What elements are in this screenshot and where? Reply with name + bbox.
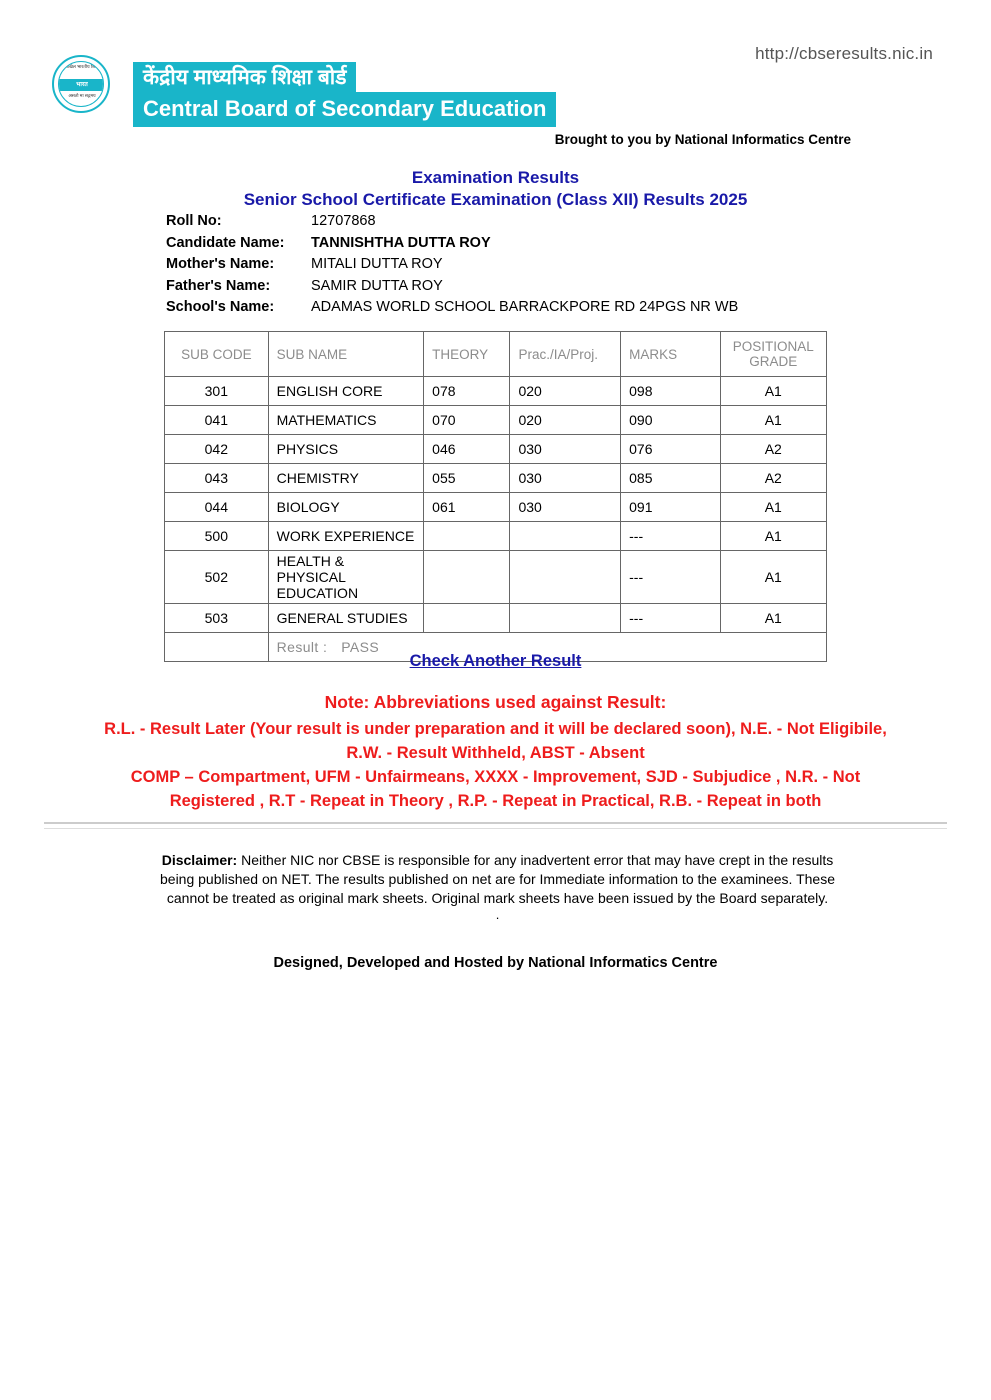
abbreviations-note: [0, 690, 991, 813]
table-row: [165, 493, 827, 522]
note-heading: Note: Abbreviations used against Result:: [324, 692, 667, 712]
board-name-hindi: केंद्रीय माध्यमिक शिक्षा बोर्ड: [133, 62, 356, 95]
cell-theory: [424, 522, 510, 551]
column-header-practical: Prac./IA/Proj.: [510, 332, 621, 377]
cell-theory: 070: [424, 406, 510, 435]
disclaimer-text: Neither NIC nor CBSE is responsible for any inadvertent error that may have crept in the results being published on NET. The results published on net are for Immediate information to the examinees. These cannot be treated as original mark sheets. Original mark sheets have been issued by the Board separately.: [160, 852, 835, 906]
cell-practical: 030: [510, 493, 621, 522]
cell-practical: 020: [510, 406, 621, 435]
disclaimer-label: Disclaimer:: [161, 852, 238, 868]
column-header-sub-name: SUB NAME: [268, 332, 424, 377]
cell-sub-name: WORK EXPERIENCE: [268, 522, 424, 551]
cell-sub-code: 044: [165, 493, 269, 522]
cell-marks: 085: [621, 464, 720, 493]
footer-credit: Designed, Developed and Hosted by National Informatics Centre: [273, 955, 718, 971]
cell-grade: A1: [720, 551, 827, 604]
cell-theory: [424, 604, 510, 633]
page-title: Examination Results: [411, 168, 580, 187]
table-row: [165, 464, 827, 493]
marks-table-body: [165, 377, 827, 662]
cell-marks: ---: [621, 522, 720, 551]
cell-practical: 020: [510, 377, 621, 406]
detail-row-mother-name: [166, 256, 738, 278]
cell-practical: [510, 522, 621, 551]
cell-marks: ---: [621, 551, 720, 604]
cell-sub-code: 041: [165, 406, 269, 435]
grade-header-line1: POSITIONAL: [732, 339, 814, 354]
detail-label: Roll No:: [166, 213, 222, 229]
cell-theory: 061: [424, 493, 510, 522]
cell-sub-name: HEALTH & PHYSICAL EDUCATION: [268, 551, 424, 604]
result-value: PASS: [341, 639, 380, 655]
logo-bottom-text: असतो मा सद्गमय: [68, 93, 96, 98]
detail-label: Father's Name:: [166, 277, 271, 294]
cell-practical: [510, 551, 621, 604]
detail-value-candidate-name: TANNISHTHA DUTTA ROY: [311, 234, 491, 251]
note-line-3: COMP – Compartment, UFM - Unfairmeans, XXXX - Improvement, SJD - Subjudice , N.R. - Not: [130, 768, 861, 786]
cell-sub-code: 042: [165, 435, 269, 464]
cell-grade: A1: [720, 604, 827, 633]
logo-inner-ring: [58, 61, 104, 107]
cell-theory: 078: [424, 377, 510, 406]
cell-practical: 030: [510, 435, 621, 464]
cell-sub-code: 043: [165, 464, 269, 493]
cell-theory: 046: [424, 435, 510, 464]
grade-header-line2: GRADE: [749, 354, 798, 369]
brought-by-text: Brought to you by National Informatics Centre: [554, 132, 851, 147]
result-label: Result :: [276, 639, 328, 655]
cell-marks: 091: [621, 493, 720, 522]
cell-marks: 076: [621, 435, 720, 464]
cell-sub-name: CHEMISTRY: [268, 464, 424, 493]
table-row: [165, 435, 827, 464]
candidate-details: [166, 213, 738, 321]
table-row: [165, 522, 827, 551]
section-divider: [44, 822, 947, 824]
table-row: [165, 551, 827, 604]
table-header-row: [165, 332, 827, 377]
cell-grade: A1: [720, 522, 827, 551]
detail-row-candidate-name: [166, 235, 738, 257]
section-divider-secondary: [44, 828, 947, 829]
table-row: [165, 604, 827, 633]
cell-grade: A1: [720, 493, 827, 522]
table-row: [165, 377, 827, 406]
cell-marks: 098: [621, 377, 720, 406]
detail-value-roll-no: 12707868: [311, 213, 376, 229]
detail-row-father-name: [166, 278, 738, 300]
marks-table: [164, 331, 827, 662]
cell-practical: [510, 604, 621, 633]
column-header-positional-grade: [720, 332, 827, 377]
cell-grade: A2: [720, 435, 827, 464]
detail-label: Candidate Name:: [166, 234, 285, 251]
cell-sub-code: 503: [165, 604, 269, 633]
disclaimer-dot: .: [495, 907, 500, 922]
cell-grade: A2: [720, 464, 827, 493]
cell-sub-code: 500: [165, 522, 269, 551]
detail-label: Mother's Name:: [166, 256, 275, 272]
cell-sub-name: GENERAL STUDIES: [268, 604, 424, 633]
column-header-sub-code: SUB CODE: [165, 332, 269, 377]
cell-sub-name: BIOLOGY: [268, 493, 424, 522]
cell-theory: 055: [424, 464, 510, 493]
cell-sub-code: 502: [165, 551, 269, 604]
cell-marks: ---: [621, 604, 720, 633]
note-line-2: R.W. - Result Withheld, ABST - Absent: [346, 744, 645, 762]
detail-value-mother-name: MITALI DUTTA ROY: [311, 256, 443, 272]
detail-value-father-name: SAMIR DUTTA ROY: [311, 277, 443, 294]
cell-practical: 030: [510, 464, 621, 493]
note-line-4: Registered , R.T - Repeat in Theory , R.P. - Repeat in Practical, R.B. - Repeat in both: [169, 792, 822, 810]
logo-band-text: भारत: [59, 79, 104, 91]
cbse-logo: [52, 55, 112, 115]
cell-sub-name: MATHEMATICS: [268, 406, 424, 435]
board-name-english: Central Board of Secondary Education: [133, 92, 556, 127]
column-header-theory: THEORY: [424, 332, 510, 377]
detail-label: School's Name:: [166, 299, 275, 315]
site-url: http://cbseresults.nic.in: [755, 44, 933, 63]
detail-value-school-name: ADAMAS WORLD SCHOOL BARRACKPORE RD 24PGS NR WB: [311, 299, 739, 315]
disclaimer: [160, 851, 835, 922]
page-subtitle: Senior School Certificate Examination (Class XII) Results 2025: [243, 190, 748, 209]
cell-theory: [424, 551, 510, 604]
cell-sub-name: ENGLISH CORE: [268, 377, 424, 406]
cell-grade: A1: [720, 406, 827, 435]
table-row: [165, 406, 827, 435]
marks-table-head: [165, 332, 827, 377]
column-header-marks: MARKS: [621, 332, 720, 377]
logo-top-text: अखिल भारतीय शिक्षा: [64, 64, 100, 69]
detail-row-roll-no: [166, 213, 738, 235]
cell-marks: 090: [621, 406, 720, 435]
note-line-1: R.L. - Result Later (Your result is under preparation and it will be declared soon), N.E. - Not Eligibile,: [104, 720, 887, 738]
check-another-result-link[interactable]: Check Another Result: [409, 652, 582, 670]
cell-grade: A1: [720, 377, 827, 406]
cell-sub-code: 301: [165, 377, 269, 406]
detail-row-school-name: [166, 299, 738, 321]
cell-sub-name: PHYSICS: [268, 435, 424, 464]
